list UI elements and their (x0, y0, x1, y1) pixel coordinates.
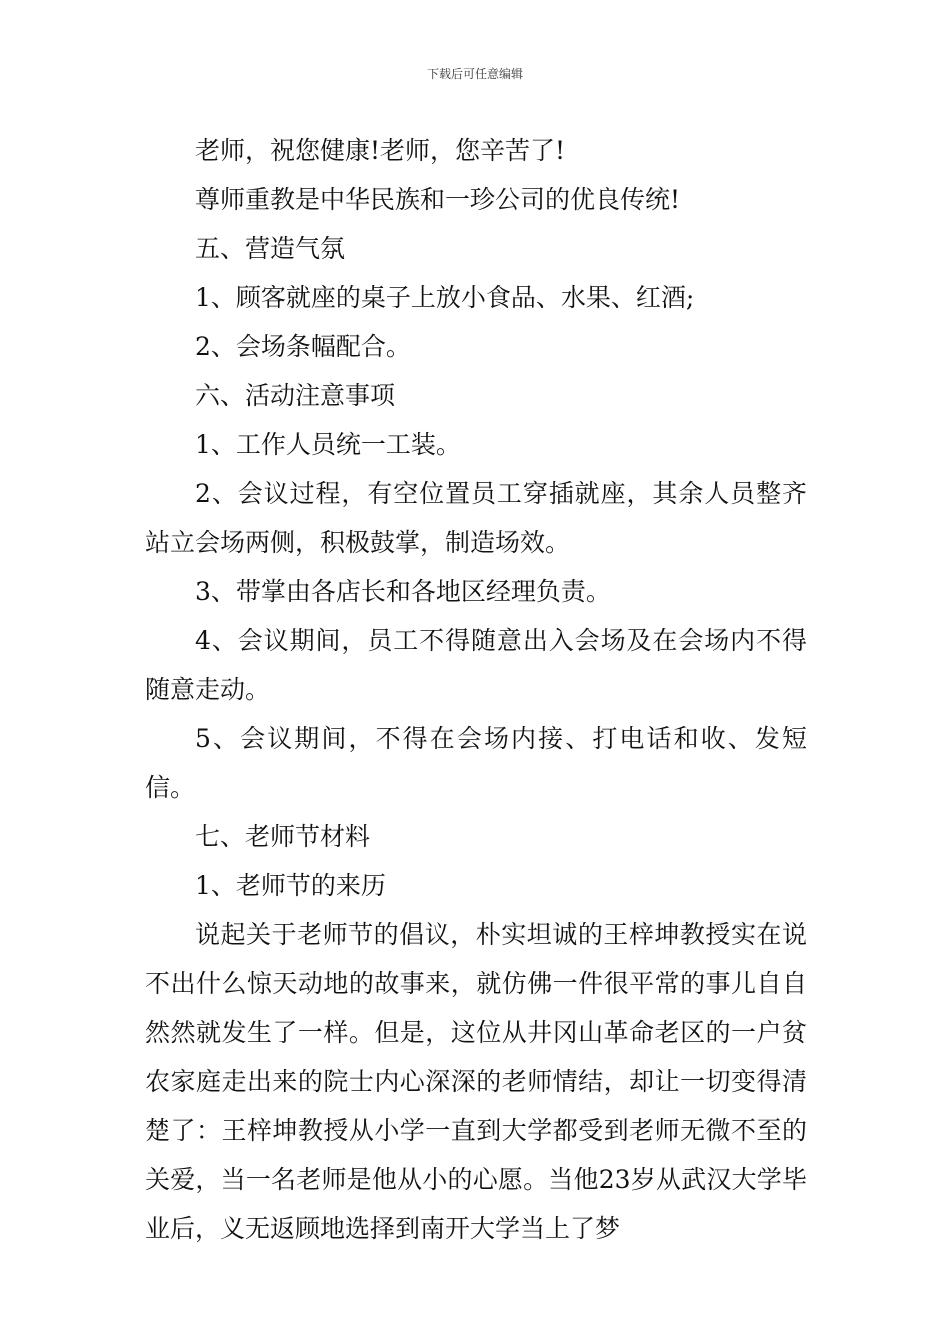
document-body (145, 126, 807, 1253)
section-heading-6: 六、活动注意事项 (195, 381, 396, 410)
paragraph-2: 尊师重教是中华民族和一珍公司的优良传统! (195, 185, 681, 214)
list-item: 4、会议期间，员工不得随意出入会场及在会场内不得随意走动。 (145, 626, 807, 704)
section-heading-7: 七、老师节材料 (195, 822, 371, 851)
list-item: 2、会场条幅配合。 (195, 332, 411, 361)
section-heading-5: 五、营造气氛 (195, 234, 346, 263)
list-item: 3、带掌由各店长和各地区经理负责。 (195, 577, 611, 606)
body-paragraph: 说起关于老师节的倡议，朴实坦诚的王梓坤教授实在说不出什么惊天动地的故事来，就仿佛一件很平常的事儿自自然然就发生了一样。但是，这位从井冈山革命老区的一户贫农家庭走出来的院士内心深深的老师情结，却让一切变得清楚了：王梓坤教授从小学一直到大学都受到老师无微不至的关爱，当一名老师是他从小的心愿。当他23岁从武汉大学毕业后，义无返顾地选择到南开大学当上了梦 (145, 920, 807, 1243)
list-item: 1、工作人员统一工装。 (195, 430, 461, 459)
subsection-heading: 1、老师节的来历 (195, 871, 386, 900)
list-item: 2、会议过程，有空位置员工穿插就座，其余人员整齐站立会场两侧，积极鼓掌，制造场效。 (145, 479, 807, 557)
list-item: 1、顾客就座的桌子上放小食品、水果、红酒; (195, 283, 695, 312)
paragraph-1: 老师，祝您健康!老师，您辛苦了! (195, 136, 566, 165)
page-header-note: 下载后可任意编辑 (426, 67, 523, 81)
list-item: 5、会议期间，不得在会场内接、打电话和收、发短信。 (145, 724, 807, 802)
